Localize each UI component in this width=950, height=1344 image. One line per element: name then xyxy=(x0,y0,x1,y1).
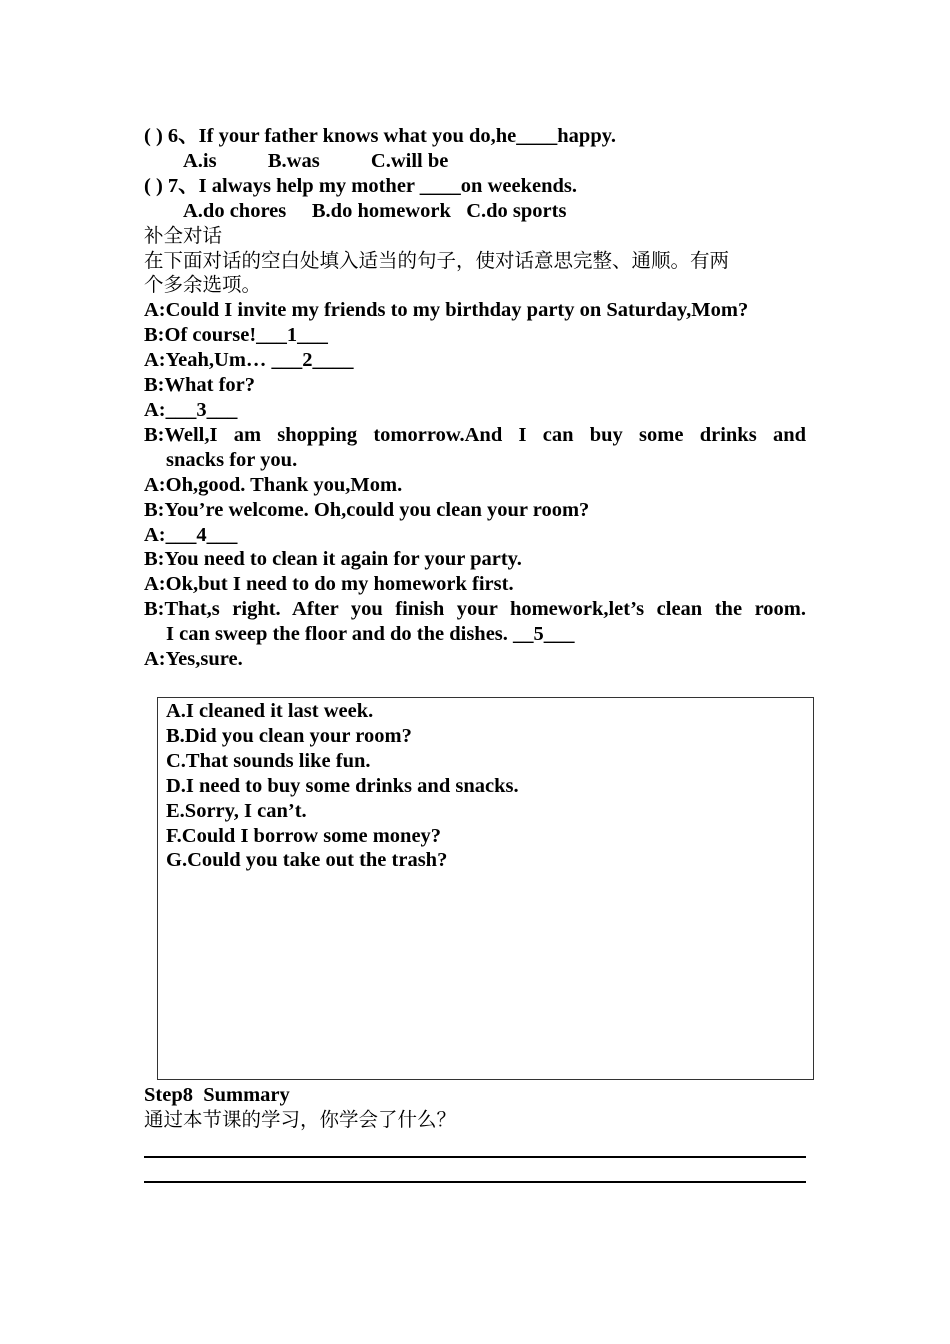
dialogue xyxy=(144,298,806,672)
option-item: C.That sounds like fun. xyxy=(166,749,371,772)
summary-section xyxy=(144,1083,806,1183)
section-title: 补全对话 xyxy=(144,223,223,247)
dialogue-line: A:___3___ xyxy=(144,398,238,421)
option-item: B.Did you clean your room? xyxy=(166,724,412,747)
summary-question: 通过本节课的学习，你学会了什么？ xyxy=(144,1107,457,1131)
section-instruction-cont: 个多余选项。 xyxy=(144,273,262,297)
mc-question-6: ( ) 6、If your father knows what you do,he____happy. xyxy=(144,125,616,147)
dialogue-line: B:Well,I am shopping tomorrow.And I can buy some drinks and xyxy=(144,423,806,446)
dialogue-line-cont: I can sweep the floor and do the dishes. __5___ xyxy=(166,623,575,646)
option-item: G.Could you take out the trash? xyxy=(166,849,448,872)
dialogue-line: B:You’re welcome. Oh,could you clean your room? xyxy=(144,498,590,521)
dialogue-line: A:Yes,sure. xyxy=(144,648,243,671)
mc-options-7: A.do chores B.do homework C.do sports xyxy=(183,199,567,222)
dialogue-line: A:Yeah,Um… ___2____ xyxy=(144,349,354,372)
option-item: E.Sorry, I can’t. xyxy=(166,799,307,822)
section-instruction: 在下面对话的空白处填入适当的句子，使对话意思完整、通顺。有两 xyxy=(144,248,730,272)
dialogue-line-cont: snacks for you. xyxy=(166,448,298,471)
dialogue-line: A:Oh,good. Thank you,Mom. xyxy=(144,473,403,496)
dialogue-line: A:___4___ xyxy=(144,523,238,546)
dialogue-line: A:Ok,but I need to do my homework first. xyxy=(144,573,514,596)
mc-options-6: A.is B.was C.will be xyxy=(183,149,449,172)
answer-line[interactable] xyxy=(144,1158,806,1183)
dialogue-line: B:Of course!___1___ xyxy=(144,324,328,347)
option-item: D.I need to buy some drinks and snacks. xyxy=(166,774,519,797)
option-item: F.Could I borrow some money? xyxy=(166,824,442,847)
answer-line[interactable] xyxy=(144,1133,806,1158)
dialogue-line: A:Could I invite my friends to my birthday party on Saturday,Mom? xyxy=(144,299,749,322)
dialogue-line: B:That,s right. After you finish your homework,let’s clean the room. xyxy=(144,598,806,621)
mc-question-7: ( ) 7、I always help my mother ____on weekends. xyxy=(144,174,577,197)
summary-title: Step8 Summary xyxy=(144,1084,290,1106)
dialogue-line: B:What for? xyxy=(144,374,256,397)
dialogue-line: B:You need to clean it again for your party. xyxy=(144,548,522,571)
options-box xyxy=(157,697,814,1080)
worksheet-body xyxy=(144,124,806,672)
option-item: A.I cleaned it last week. xyxy=(166,700,374,722)
